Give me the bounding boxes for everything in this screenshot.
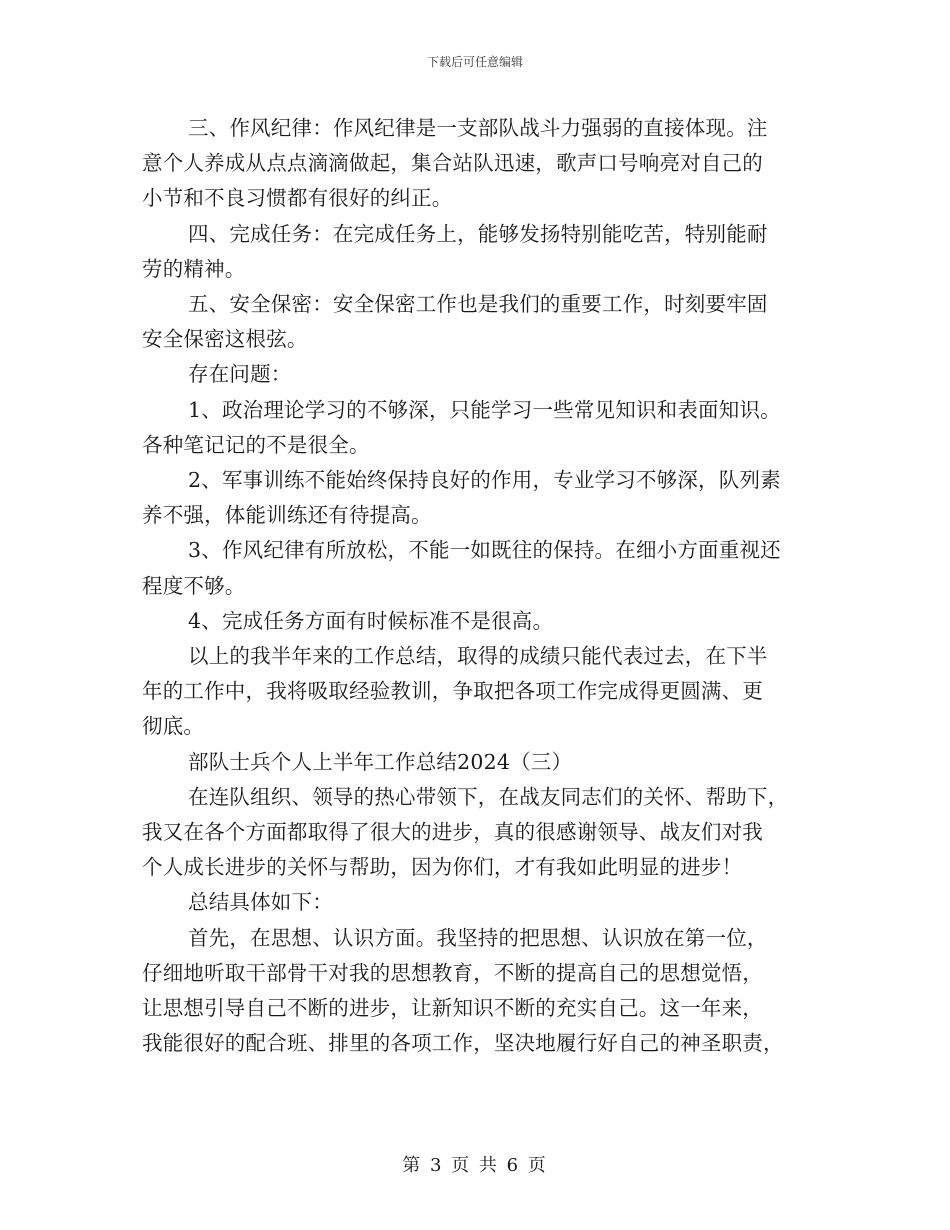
paragraph xyxy=(142,639,808,745)
text-line: 1、政治理论学习的不够深，只能学习一些常见知识和表面知识。 xyxy=(188,397,781,422)
text-line: 个人成长进步的关怀与帮助，因为你们，才有我如此明显的进步！ xyxy=(142,855,743,880)
paragraph xyxy=(142,921,808,1062)
text-line: 存在问题： xyxy=(188,362,292,387)
text-line: 三、作风纪律：作风纪律是一支部队战斗力强弱的直接体现。注 xyxy=(188,116,768,140)
paragraph xyxy=(142,604,808,639)
text-line: 我能很好的配合班、排里的各项工作，坚决地履行好自己的神圣职责， xyxy=(142,1031,784,1056)
text-line: 总结具体如下： xyxy=(188,890,333,915)
section-title xyxy=(142,745,808,780)
paragraph xyxy=(142,393,808,463)
text-line: 四、完成任务：在完成任务上，能够发扬特别能吃苦，特别能耐 xyxy=(188,221,768,246)
text-line: 五、安全保密：安全保密工作也是我们的重要工作，时刻要牢固 xyxy=(188,292,768,317)
paragraph xyxy=(142,357,808,392)
text-line: 彻底。 xyxy=(142,714,205,739)
text-line: 意个人养成从点点滴滴做起，集合站队迅速，歌声口号响亮对自己的 xyxy=(142,151,763,176)
text-line: 让思想引导自己不断的进步，让新知识不断的充实自己。这一年来， xyxy=(142,996,763,1021)
text-line: 我又在各个方面都取得了很大的进步，真的很感谢领导、战友们对我 xyxy=(142,820,763,845)
document-body xyxy=(142,111,808,1061)
text-line: 以上的我半年来的工作总结，取得的成绩只能代表过去，在下半 xyxy=(188,644,768,669)
text-line: 程度不够。 xyxy=(142,573,246,598)
text-line: 仔细地听取干部骨干对我的思想教育，不断的提高自己的思想觉悟， xyxy=(142,960,763,985)
text-line: 首先，在思想、认识方面。我坚持的把思想、认识放在第一位， xyxy=(188,925,768,950)
paragraph xyxy=(142,463,808,533)
paragraph xyxy=(142,287,808,357)
text-line: 小节和不良习惯都有很好的纠正。 xyxy=(142,186,453,211)
text-line: 4、完成任务方面有时候标准不是很高。 xyxy=(188,608,554,633)
text-line: 在连队组织、领导的热心带领下，在战友同志们的关怀、帮助下， xyxy=(188,784,789,809)
paragraph xyxy=(142,217,808,287)
paragraph xyxy=(142,885,808,920)
text-line: 安全保密这根弦。 xyxy=(142,327,308,352)
paragraph xyxy=(142,111,808,217)
paragraph xyxy=(142,533,808,603)
page-number: 第 3 页 共 6 页 xyxy=(402,1155,548,1176)
page-header-note: 下载后可任意编辑 xyxy=(426,55,523,69)
text-line: 劳的精神。 xyxy=(142,256,246,281)
text-line: 2、军事训练不能始终保持良好的作用，专业学习不够深，队列素 xyxy=(188,468,781,493)
text-line: 3、作风纪律有所放松，不能一如既往的保持。在细小方面重视还 xyxy=(188,538,781,563)
text-line: 部队士兵个人上半年工作总结2024（三） xyxy=(188,749,573,774)
paragraph xyxy=(142,780,808,886)
text-line: 各种笔记记的不是很全。 xyxy=(142,432,370,457)
text-line: 养不强，体能训练还有待提高。 xyxy=(142,503,432,528)
text-line: 年的工作中，我将吸取经验教训，争取把各项工作完成得更圆满、更 xyxy=(142,679,763,704)
